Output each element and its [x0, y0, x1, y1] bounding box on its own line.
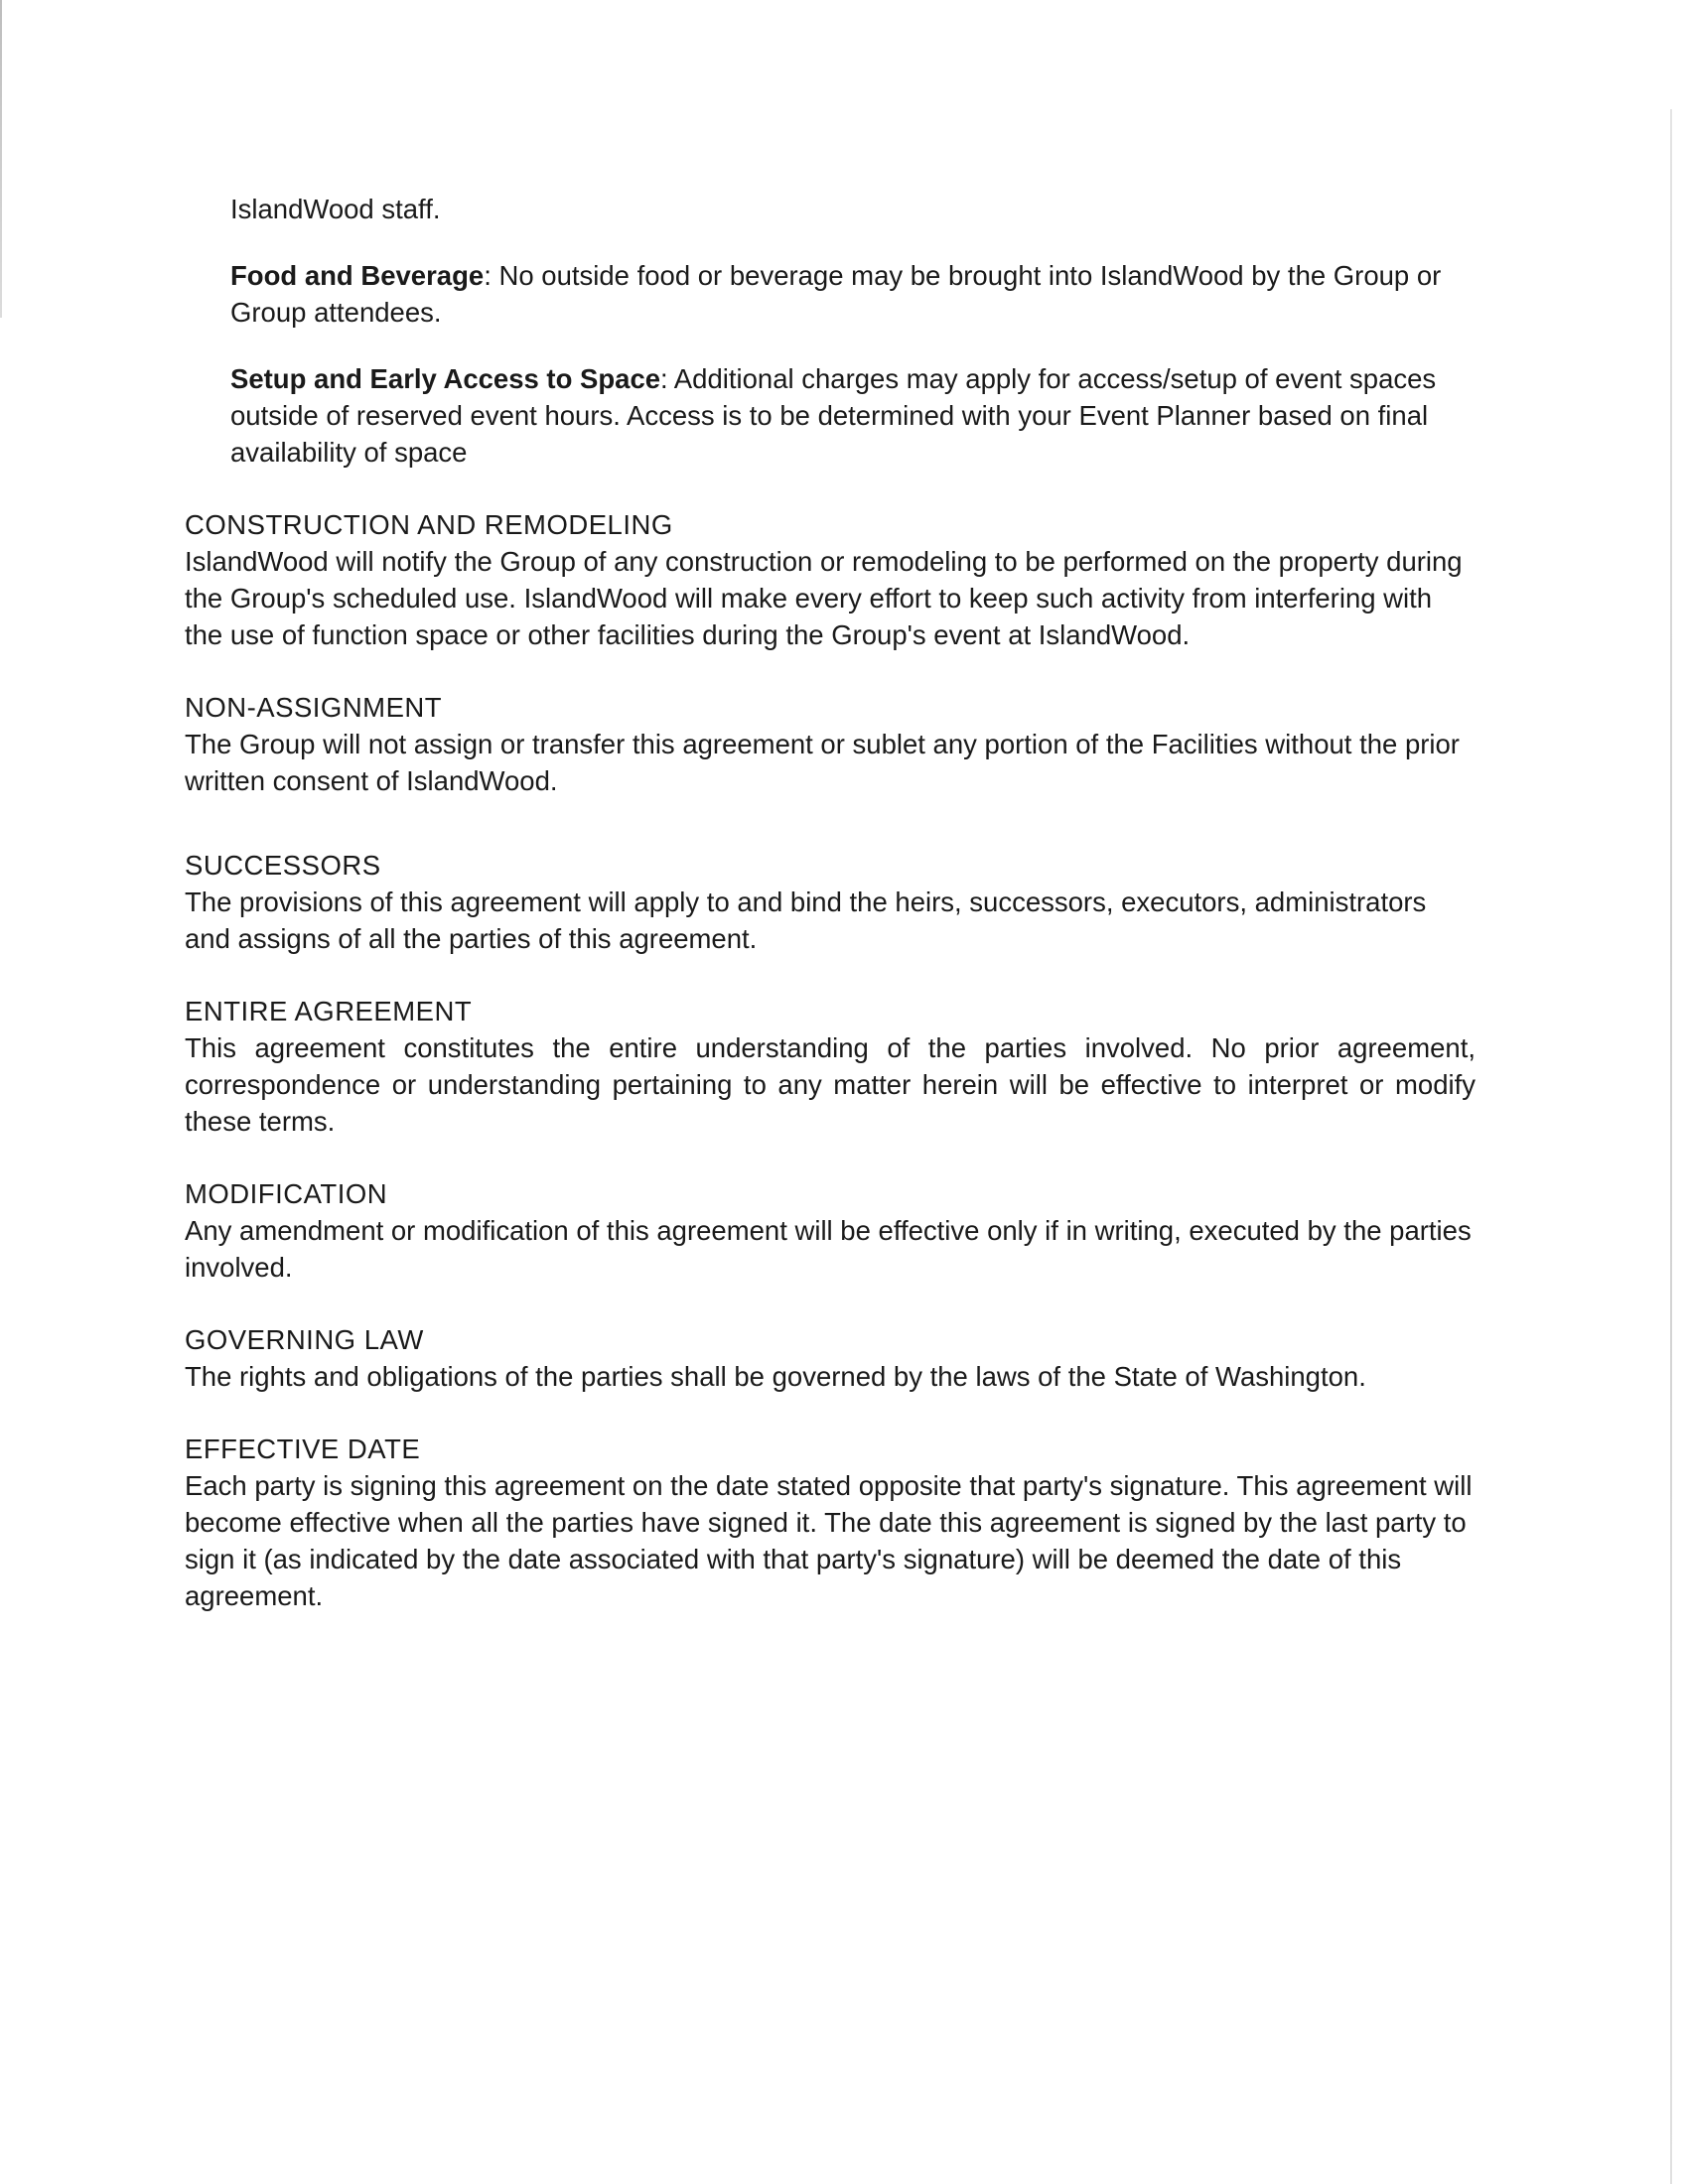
subsection-label: Food and Beverage [230, 260, 485, 291]
section-construction-remodeling [185, 506, 1476, 653]
subsection-text: : No outside food or beverage may be brought into IslandWood by the Group or Group attendees. [230, 260, 1442, 328]
section-body: Any amendment or modification of this agreement will be effective only if in writing, executed by the parties involved. [185, 1215, 1472, 1283]
section-body: This agreement constitutes the entire understanding of the parties involved. No prior agreement, correspondence or understanding pertaining to any matter herein will be effective to interpret or modify these terms. [185, 1032, 1476, 1137]
scan-edge-left [0, 0, 2, 318]
section-modification [185, 1175, 1476, 1286]
section-heading: MODIFICATION [185, 1178, 388, 1209]
section-heading: GOVERNING LAW [185, 1324, 424, 1355]
section-heading: ENTIRE AGREEMENT [185, 996, 473, 1026]
subsection-text: : Additional charges may apply for access/setup of event spaces outside of reserved event hours. Access is to be determined with your Event Planner based on final availability of space [230, 363, 1437, 468]
section-body: IslandWood will notify the Group of any construction or remodeling to be performed on the property during the Group's scheduled use. IslandWood will make every effort to keep such activity from interfering with the use of function space or other facilities during the Group's event at IslandWood. [185, 546, 1463, 650]
section-governing-law [185, 1321, 1476, 1395]
section-body: The provisions of this agreement will apply to and bind the heirs, successors, executors, administrators and assigns of all the parties of this agreement. [185, 887, 1427, 954]
section-body: The Group will not assign or transfer this agreement or sublet any portion of the Facilities without the prior written consent of IslandWood. [185, 729, 1460, 796]
section-heading: NON-ASSIGNMENT [185, 692, 443, 723]
section-heading: SUCCESSORS [185, 850, 381, 881]
section-effective-date [185, 1431, 1476, 1614]
section-successors [185, 847, 1476, 957]
section-entire-agreement [185, 993, 1476, 1140]
section-heading: CONSTRUCTION AND REMODELING [185, 509, 673, 540]
section-non-assignment [185, 689, 1476, 799]
scan-edge-right [1670, 109, 1672, 2184]
subsection-setup-early-access [230, 360, 1476, 471]
section-heading: EFFECTIVE DATE [185, 1433, 421, 1464]
subsection-food-beverage [230, 257, 1476, 331]
document-body [185, 191, 1476, 1614]
section-body: The rights and obligations of the parties shall be governed by the laws of the State of Washington. [185, 1361, 1366, 1392]
intro-block [230, 191, 1476, 227]
subsection-label: Setup and Early Access to Space [230, 363, 661, 394]
section-body: Each party is signing this agreement on the date stated opposite that party's signature. This agreement will become effective when all the parties have signed it. The date this agreement is signed by the last party to sign it (as indicated by the date associated with that party's signature) will be deemed the date of this agreement. [185, 1470, 1473, 1611]
intro-continuation: IslandWood staff. [230, 194, 441, 224]
